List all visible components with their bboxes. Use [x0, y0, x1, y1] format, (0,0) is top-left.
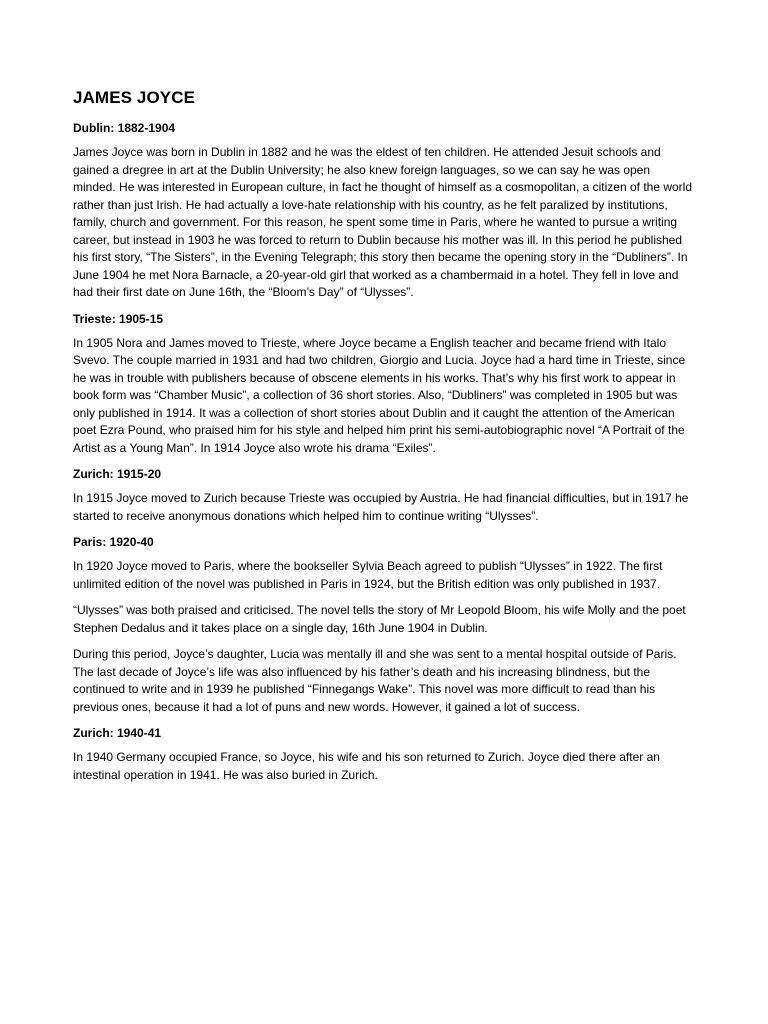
paragraph: In 1915 Joyce moved to Zurich because Trieste was occupied by Austria. He had financial difficulties, but in 1917 he started to receive anonymous donations which helped him to continue writing “Ulysses”.	[73, 491, 689, 523]
paragraph: James Joyce was born in Dublin in 1882 and he was the eldest of ten children. He attended Jesuit schools and gained a dregree in art at the Dublin University; he also knew foreign languages, so we can say he was open minded. He was interested in European culture, in fact he thought of himself as a cosmopolitan, a citizen of the world rather than just Irish. He had actually a love-hate relationship with his country, as he felt paralized by institutions, family, church and government. For this reason, he spent some time in Paris, where he wanted to pursue a writing career, but instead in 1903 he was forced to return to Dublin because his mother was ill. In this period he published his first story, “The Sisters”, in the Evening Telegraph; this story then became the opening story in the “Dubliners”. In June 1904 he met Nora Barnacle, a 20-year-old girl that worked as a chambermaid in a hotel. They fell in love and had their first date on June 16th, the “Bloom’s Day” of “Ulysses”.	[73, 145, 693, 299]
section-dublin	[73, 120, 696, 302]
section-heading: Dublin: 1882-1904	[73, 121, 176, 135]
document-title: JAMES JOYCE	[73, 88, 196, 107]
paragraph: During this period, Joyce’s daughter, Lucia was mentally ill and she was sent to a mental hospital outside of Paris. The last decade of Joyce’s life was also influenced by his father’s death and his increasing blindness, but the continued to write and in 1939 he published “Finnegangs Wake”. This novel was more difficult to read than his previous ones, because it had a lot of puns and new words. However, it gained a lot of success.	[73, 647, 677, 714]
paragraph: In 1920 Joyce moved to Paris, where the bookseller Sylvia Beach agreed to publish “Ulysses” in 1922. The first unlimited edition of the novel was published in Paris in 1924, but the British edition was only published in 1937.	[73, 559, 663, 591]
section-heading: Zurich: 1915-20	[73, 467, 162, 481]
section-zurich-1915	[73, 466, 696, 525]
section-trieste	[73, 311, 696, 458]
paragraph: In 1940 Germany occupied France, so Joyce, his wife and his son returned to Zurich. Joyce died there after an intestinal operation in 1941. He was also buried in Zurich.	[73, 750, 660, 782]
paragraph: “Ulysses” was both praised and criticised. The novel tells the story of Mr Leopold Bloom, his wife Molly and the poet Stephen Dedalus and it takes place on a single day, 16th June 1904 in Dublin.	[73, 603, 686, 635]
paragraph: In 1905 Nora and James moved to Trieste, where Joyce became a English teacher and became friend with Italo Svevo. The couple married in 1931 and had two children, Giorgio and Lucia. Joyce had a hard time in Trieste, since he was in trouble with publishers because of obscene elements in his works. That’s why his first work to appear in book form was “Chamber Music”, a collection of 36 short stories. Also, “Dubliners” was completed in 1905 but was only published in 1914. It was a collection of short stories about Dublin and it caught the attention of the American poet Ezra Pound, who praised him for his style and helped him print his semi-autobiographic novel “A Portrait of the Artist as a Young Man”. In 1914 Joyce also wrote his drama “Exiles”.	[73, 335, 686, 455]
section-heading: Zurich: 1940-41	[73, 726, 162, 740]
section-paris	[73, 534, 696, 716]
section-heading: Trieste: 1905-15	[73, 311, 164, 326]
section-zurich-1940	[73, 725, 696, 784]
section-heading: Paris: 1920-40	[73, 535, 154, 549]
